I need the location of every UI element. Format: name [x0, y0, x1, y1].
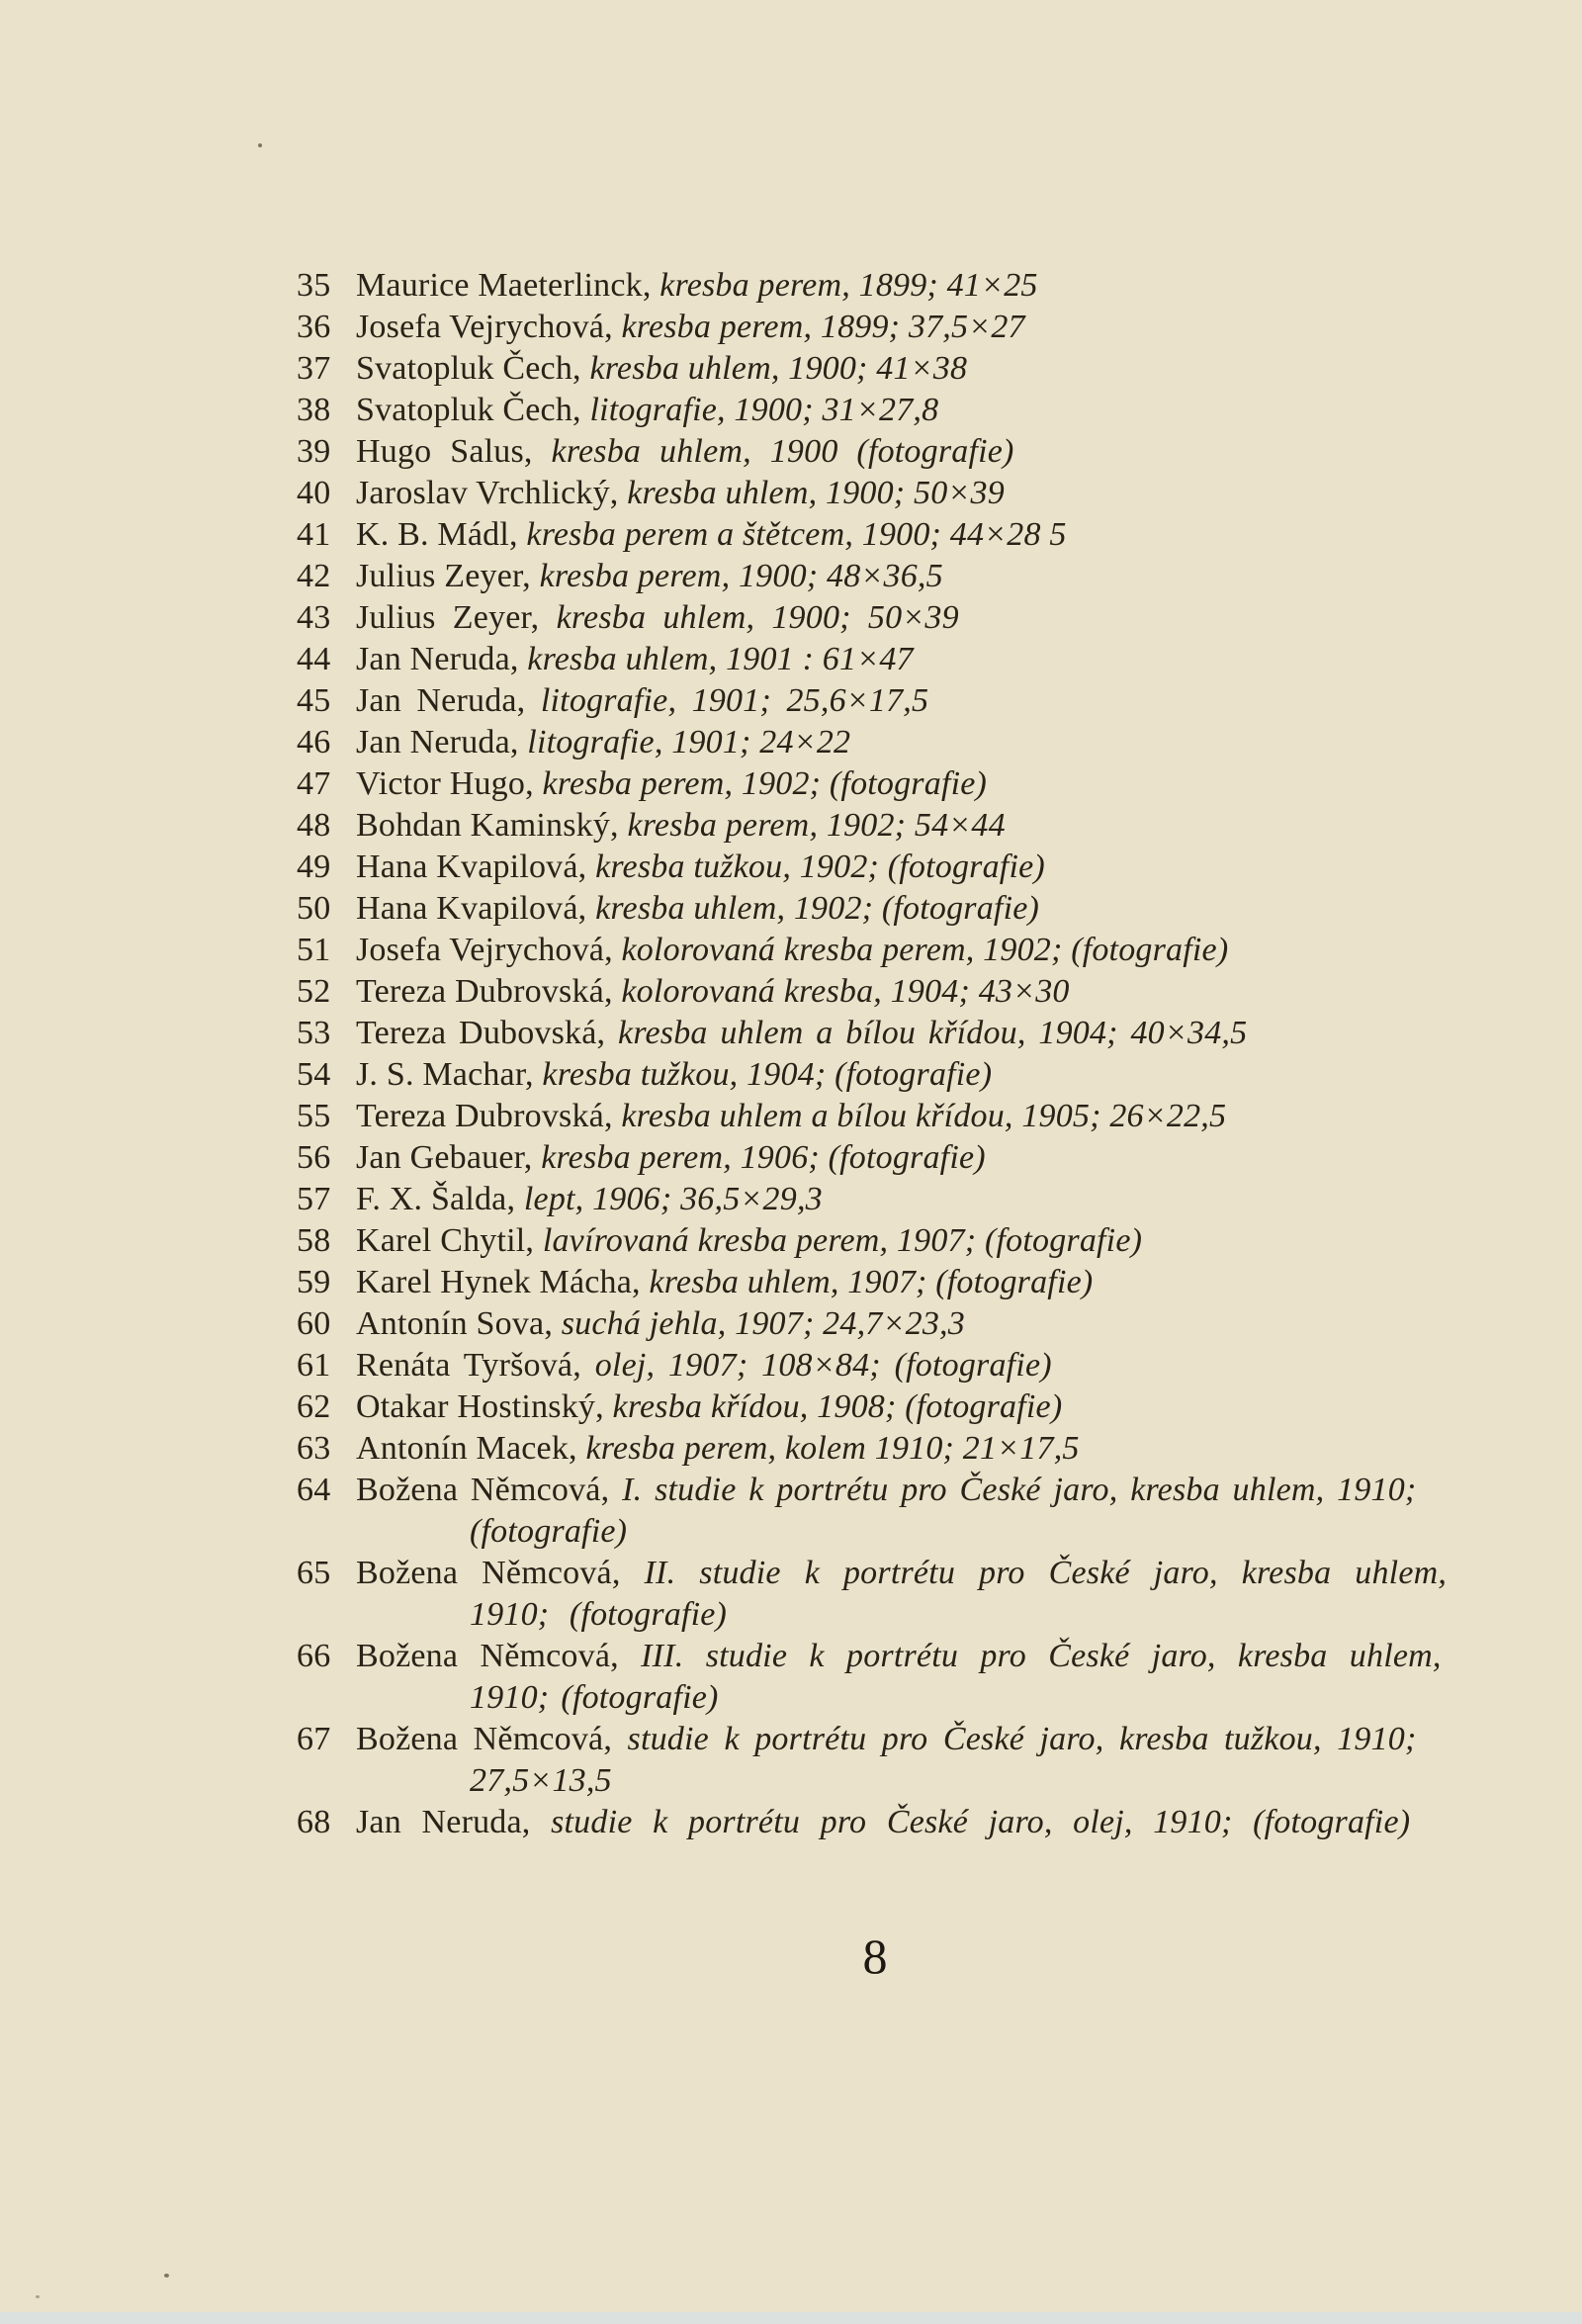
catalog-entry — [297, 680, 1523, 722]
entry-detail: kresba uhlem, 1901 : 61×47 — [527, 641, 914, 677]
entry-detail: suchá jehla, 1907; 24,7×23,3 — [561, 1305, 965, 1342]
entry-detail: kolorovaná kresba, 1904; 43×30 — [621, 973, 1070, 1010]
entry-text — [356, 1056, 992, 1093]
entry-number: 41 — [297, 516, 331, 553]
entry-text — [356, 392, 938, 428]
catalog-entry — [297, 888, 1523, 930]
entry-number: 62 — [297, 1388, 331, 1425]
entry-detail: kresba perem, 1900; 48×36,5 — [539, 558, 943, 594]
entry-artist-name: Božena Němcová, — [356, 1721, 613, 1757]
entry-text — [356, 1555, 1447, 1633]
entry-detail: kresba perem a štětcem, 1900; 44×28 5 — [526, 516, 1067, 553]
entry-text — [356, 599, 959, 636]
entry-text — [356, 1721, 1417, 1799]
entry-detail: kolorovaná kresba perem, 1902; (fotografie) — [621, 932, 1229, 968]
entry-artist-name: Josefa Vejrychová, — [356, 932, 613, 968]
entry-text — [356, 1347, 1052, 1384]
entry-detail: kresba perem, 1899; 41×25 — [659, 267, 1038, 304]
entry-number: 56 — [297, 1139, 331, 1176]
entry-text — [356, 516, 1067, 553]
catalog-entry — [297, 265, 1523, 307]
entry-number: 42 — [297, 558, 331, 594]
entry-artist-name: Božena Němcová, — [356, 1472, 610, 1508]
entry-artist-name: F. X. Šalda, — [356, 1181, 516, 1217]
entry-artist-name: Hana Kvapilová, — [356, 849, 587, 885]
entry-artist-name: Hugo Salus, — [356, 433, 533, 470]
entry-text — [356, 267, 1038, 304]
catalog-entry — [297, 1802, 1523, 1843]
entry-artist-name: Antonín Macek, — [356, 1430, 577, 1467]
entry-text — [356, 309, 1025, 345]
entry-text — [356, 807, 1006, 844]
entry-artist-name: Victor Hugo, — [356, 765, 534, 802]
entry-artist-name: Julius Zeyer, — [356, 558, 531, 594]
catalog-entry — [297, 1345, 1523, 1386]
entry-detail: kresba křídou, 1908; (fotografie) — [612, 1388, 1063, 1425]
entry-detail: I. studie k portrétu pro České jaro, kresba uhlem, 1910; — [622, 1472, 1417, 1508]
catalog-entry — [297, 307, 1523, 348]
catalog-entry — [297, 1386, 1523, 1428]
entry-number: 43 — [297, 599, 331, 636]
entry-text — [356, 932, 1228, 968]
catalog-entry — [297, 597, 1523, 639]
entry-text — [356, 475, 1005, 511]
entry-detail: kresba uhlem, 1900 (fotografie) — [551, 433, 1014, 470]
catalog-entry — [297, 348, 1523, 390]
entry-detail: studie k portrétu pro České jaro, kresba tužkou, 1910; — [627, 1721, 1417, 1757]
entry-detail: kresba uhlem a bílou křídou, 1904; 40×34,5 — [618, 1015, 1248, 1051]
entry-text — [356, 1222, 1142, 1259]
entry-number: 49 — [297, 849, 331, 885]
catalog-entry — [297, 1013, 1523, 1054]
entry-detail: II. studie k portrétu pro České jaro, kresba uhlem, — [644, 1555, 1448, 1591]
catalog-entry — [297, 1096, 1523, 1137]
entry-number: 37 — [297, 350, 331, 387]
entry-detail: kresba uhlem, 1900; 41×38 — [589, 350, 968, 387]
entry-number: 45 — [297, 682, 331, 719]
entry-artist-name: Jan Gebauer, — [356, 1139, 533, 1176]
catalog-entry — [297, 1470, 1523, 1553]
entry-artist-name: Jan Neruda, — [356, 1804, 531, 1840]
entry-artist-name: Svatopluk Čech, — [356, 350, 581, 387]
entry-detail: kresba uhlem, 1907; (fotografie) — [649, 1264, 1094, 1300]
entry-detail: kresba tužkou, 1904; (fotografie) — [542, 1056, 993, 1093]
entry-artist-name: Maurice Maeterlinck, — [356, 267, 652, 304]
entry-number: 53 — [297, 1015, 331, 1051]
entry-artist-name: Bohdan Kaminský, — [356, 807, 619, 844]
entry-number: 38 — [297, 392, 331, 428]
catalog-entry — [297, 639, 1523, 680]
entry-text — [356, 1305, 965, 1342]
entry-number: 64 — [297, 1472, 331, 1508]
entry-detail: kresba uhlem, 1902; (fotografie) — [595, 890, 1040, 927]
entry-text — [356, 890, 1039, 927]
entry-detail: kresba tužkou, 1902; (fotografie) — [595, 849, 1045, 885]
entry-text — [356, 641, 914, 677]
entry-artist-name: Jan Neruda, — [356, 724, 519, 760]
entry-number: 58 — [297, 1222, 331, 1259]
catalog-entry — [297, 930, 1523, 971]
catalog-entry — [297, 1137, 1523, 1179]
catalog-entry — [297, 431, 1523, 473]
entry-text — [356, 1098, 1226, 1134]
entry-artist-name: Svatopluk Čech, — [356, 392, 581, 428]
entry-artist-name: J. S. Machar, — [356, 1056, 534, 1093]
catalog-entry — [297, 473, 1523, 514]
entry-number: 50 — [297, 890, 331, 927]
paper-speck — [164, 2274, 169, 2278]
entry-artist-name: Otakar Hostinský, — [356, 1388, 604, 1425]
catalog-entry — [297, 1719, 1523, 1802]
entry-text — [356, 350, 967, 387]
entry-artist-name: K. B. Mádl, — [356, 516, 518, 553]
entry-detail: lept, 1906; 36,5×29,3 — [523, 1181, 823, 1217]
entry-text — [356, 973, 1070, 1010]
entry-artist-name: Antonín Sova, — [356, 1305, 554, 1342]
entry-number: 46 — [297, 724, 331, 760]
catalog-entry — [297, 1262, 1523, 1303]
entry-text — [356, 1388, 1062, 1425]
entry-detail: kresba perem, 1902; (fotografie) — [542, 765, 988, 802]
entry-text — [356, 1638, 1442, 1716]
entry-number: 55 — [297, 1098, 331, 1134]
catalog-entry — [297, 556, 1523, 597]
entry-text — [356, 1181, 823, 1217]
entry-number: 47 — [297, 765, 331, 802]
paper-speck — [258, 143, 262, 147]
catalog-entry — [297, 1179, 1523, 1220]
entry-number: 63 — [297, 1430, 331, 1467]
entry-detail: kresba perem, 1899; 37,5×27 — [621, 309, 1025, 345]
entry-detail: studie k portrétu pro České jaro, olej, 1910; (fotografie) — [551, 1804, 1411, 1840]
catalog-entry — [297, 514, 1523, 556]
catalog-entry — [297, 722, 1523, 763]
entry-detail: litografie, 1901; 25,6×17,5 — [540, 682, 929, 719]
entry-detail: kresba perem, 1906; (fotografie) — [541, 1139, 986, 1176]
page-number: 8 — [862, 1928, 888, 1984]
catalog-entry — [297, 763, 1523, 805]
entry-number: 36 — [297, 309, 331, 345]
entry-artist-name: Josefa Vejrychová, — [356, 309, 613, 345]
paper-speck — [36, 2295, 40, 2298]
entry-detail: kresba perem, 1902; 54×44 — [627, 807, 1006, 844]
entry-number: 57 — [297, 1181, 331, 1217]
entry-continuation: (fotografie) — [470, 1513, 628, 1550]
entry-number: 59 — [297, 1264, 331, 1300]
catalog-entry — [297, 1220, 1523, 1262]
catalog-entry — [297, 390, 1523, 431]
entry-artist-name: Tereza Dubrovská, — [356, 973, 613, 1010]
catalog-entry — [297, 1553, 1523, 1636]
entry-continuation: 27,5×13,5 — [470, 1762, 612, 1799]
entry-detail: litografie, 1900; 31×27,8 — [589, 392, 939, 428]
entry-text — [356, 724, 850, 760]
entry-number: 40 — [297, 475, 331, 511]
entry-text — [356, 682, 928, 719]
catalog-entry — [297, 1636, 1523, 1719]
entry-text — [356, 765, 987, 802]
entry-artist-name: Jaroslav Vrchlický, — [356, 475, 619, 511]
entry-text — [356, 1430, 1080, 1467]
entry-artist-name: Karel Hynek Mácha, — [356, 1264, 641, 1300]
entry-artist-name: Jan Neruda, — [356, 641, 519, 677]
entry-number: 65 — [297, 1555, 331, 1591]
entry-number: 48 — [297, 807, 331, 844]
entry-detail: kresba perem, kolem 1910; 21×17,5 — [585, 1430, 1080, 1467]
entry-detail: III. studie k portrétu pro České jaro, kresba uhlem, — [641, 1638, 1442, 1674]
entry-text — [356, 433, 1014, 470]
entry-number: 60 — [297, 1305, 331, 1342]
entry-continuation: 1910; (fotografie) — [470, 1679, 719, 1716]
entry-number: 61 — [297, 1347, 331, 1384]
catalog-list — [297, 265, 1523, 1843]
entry-text — [356, 1472, 1416, 1550]
entry-artist-name: Jan Neruda, — [356, 682, 526, 719]
entry-detail: litografie, 1901; 24×22 — [527, 724, 851, 760]
entry-continuation: 1910; (fotografie) — [470, 1596, 728, 1633]
catalog-entry — [297, 1054, 1523, 1096]
entry-detail: olej, 1907; 108×84; (fotografie) — [594, 1347, 1052, 1384]
entry-artist-name: Julius Zeyer, — [356, 599, 540, 636]
entry-artist-name: Božena Němcová, — [356, 1555, 621, 1591]
entry-artist-name: Hana Kvapilová, — [356, 890, 587, 927]
entry-number: 39 — [297, 433, 331, 470]
entry-detail: kresba uhlem a bílou křídou, 1905; 26×22,5 — [621, 1098, 1227, 1134]
entry-number: 52 — [297, 973, 331, 1010]
entry-text — [356, 558, 943, 594]
catalog-entry — [297, 1428, 1523, 1470]
entry-number: 51 — [297, 932, 331, 968]
entry-number: 68 — [297, 1804, 331, 1840]
entry-number: 35 — [297, 267, 331, 304]
entry-artist-name: Renáta Tyršová, — [356, 1347, 581, 1384]
entry-number: 66 — [297, 1638, 331, 1674]
entry-text — [356, 1804, 1410, 1840]
catalog-entry — [297, 971, 1523, 1013]
catalog-entry — [297, 805, 1523, 847]
entry-text — [356, 1264, 1093, 1300]
entry-number: 67 — [297, 1721, 331, 1757]
scan-edge — [0, 2312, 1582, 2324]
entry-text — [356, 849, 1045, 885]
entry-detail: kresba uhlem, 1900; 50×39 — [556, 599, 959, 636]
entry-artist-name: Tereza Dubrovská, — [356, 1098, 613, 1134]
entry-detail: lavírovaná kresba perem, 1907; (fotografie) — [542, 1222, 1143, 1259]
entry-number: 54 — [297, 1056, 331, 1093]
entry-artist-name: Tereza Dubovská, — [356, 1015, 606, 1051]
entry-text — [356, 1139, 986, 1176]
entry-detail: kresba uhlem, 1900; 50×39 — [627, 475, 1005, 511]
entry-text — [356, 1015, 1247, 1051]
catalog-entry — [297, 847, 1523, 888]
entry-artist-name: Karel Chytil, — [356, 1222, 535, 1259]
entry-number: 44 — [297, 641, 331, 677]
entry-artist-name: Božena Němcová, — [356, 1638, 619, 1674]
catalog-entry — [297, 1303, 1523, 1345]
